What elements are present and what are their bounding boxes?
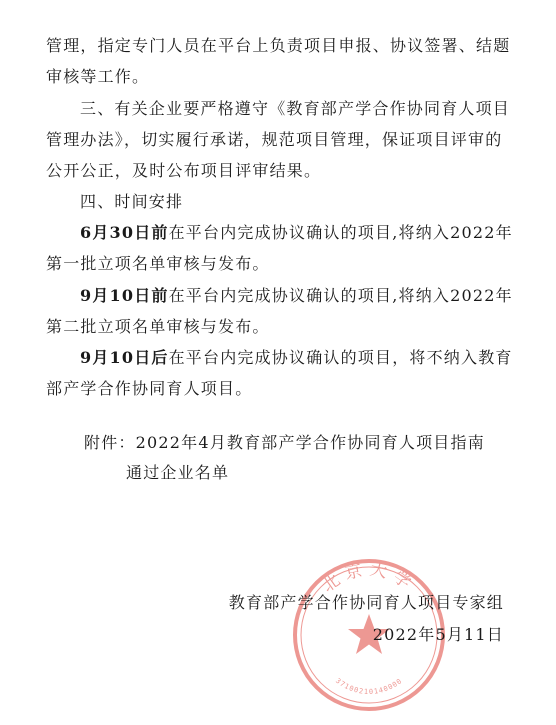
attachment-line2: 通过企业名单	[126, 463, 230, 482]
deadline-june30: 6月30日前	[80, 223, 169, 242]
signature-date: 2022年5月11日	[372, 625, 504, 644]
deadline-sept10-after: 9月10日后	[80, 348, 169, 367]
deadline-sept10-after-text: 在平台内完成协议确认的项目，将不纳入教育部产学合作协同育人项目。	[46, 348, 513, 398]
deadline-june30-text: 在平台内完成协议确认的项目,将纳入2022年第一批立项名单审核与发布。	[46, 223, 513, 273]
seal-code-text: 37100210140000	[333, 676, 405, 697]
attachment-line1: 附件：2022年4月教育部产学合作协同育人项目指南	[84, 433, 485, 452]
paragraph-june30	[46, 217, 514, 279]
attachment-note	[84, 428, 524, 488]
deadline-sept10-before-text: 在平台内完成协议确认的项目,将纳入2022年第二批立项名单审核与发布。	[46, 286, 513, 336]
deadline-sept10-before: 9月10日前	[80, 286, 169, 305]
paragraph-sept10-before	[46, 280, 514, 342]
signature-org: 教育部产学合作协同育人项目专家组	[228, 593, 504, 612]
signature-block	[229, 588, 504, 650]
seal-arc-text: 北京大学	[318, 559, 420, 597]
paragraph-management: 管理，指定专门人员在平台上负责项目申报、协议签署、结题审核等工作。	[46, 36, 511, 86]
svg-text:37100210140000	[334, 677, 404, 696]
heading-schedule: 四、时间安排	[80, 192, 184, 211]
paragraph-sept10-after	[46, 342, 514, 404]
paragraph-section-three: 三、有关企业要严格遵守《教育部产学合作协同育人项目管理办法》，切实履行承诺，规范项目管理，保证项目评审的公开公正，及时公布项目评审结果。	[46, 99, 511, 180]
